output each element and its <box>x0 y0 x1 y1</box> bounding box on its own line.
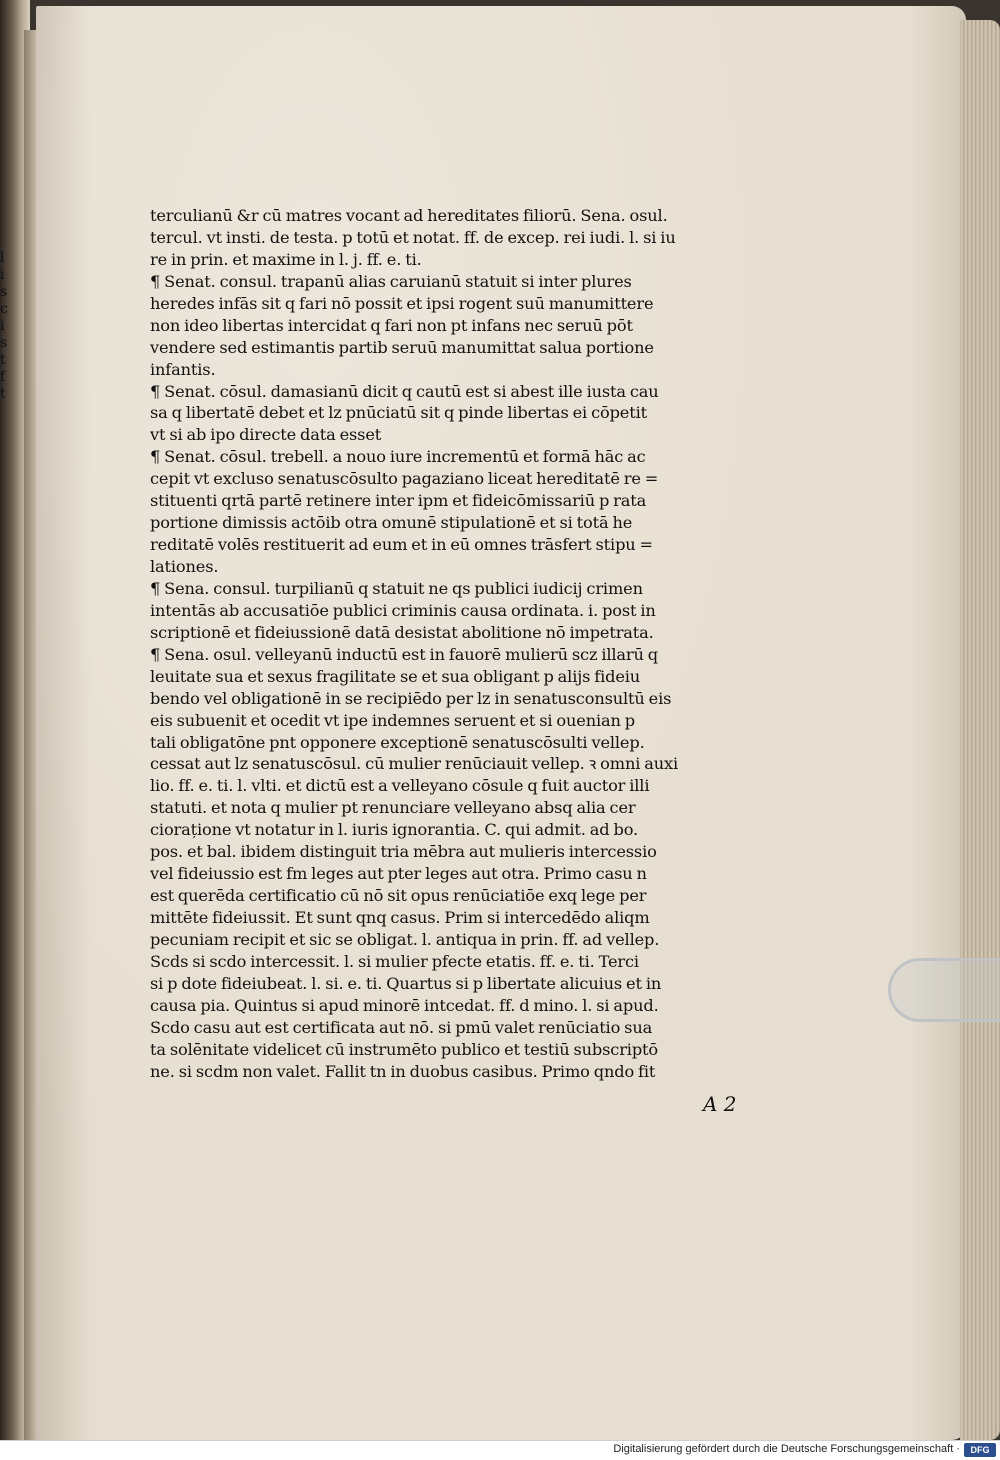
text-line: statuti. et nota q mulier pt renunciare velleyano absq alia cer <box>150 798 636 818</box>
text-line: tali obligatōne pnt opponere exceptionē senatuscōsulti vellep. <box>150 732 645 752</box>
text-line: causa pia. Quintus si apud minorē intcedat. ff. d mino. l. si apud. <box>150 995 659 1015</box>
gutter-letter: t <box>0 352 6 368</box>
signature-mark: A 2 <box>703 1092 737 1116</box>
text-line: non ideo libertas intercidat q fari non pt infans nec seruū pōt <box>150 315 633 335</box>
text-line: infantis. <box>150 359 216 379</box>
gutter-letter: s <box>0 335 8 351</box>
text-line: ta solēnitate videlicet cū instrumēto publico et testiū subscriptō <box>150 1039 658 1059</box>
text-line: terculianū &r cū matres vocant ad hereditates filiorū. Sena. osul. <box>150 206 668 225</box>
text-line: reditatē volēs restituerit ad eum et in eū omnes trāsfert stipu = <box>150 535 653 555</box>
text-line: eis subuenit et ocedit vt ipe indemnes seruent et si ouenian p <box>150 710 635 730</box>
text-line: vt si ab ipo directe data esset <box>150 425 382 445</box>
gutter-letter: t <box>0 386 6 402</box>
text-line: leuitate sua et sexus fragilitate se et sua obligant p alijs fideiu <box>150 666 641 686</box>
funding-credit: Digitalisierung gefördert durch die Deutsche Forschungsgemeinschaft · <box>613 1443 960 1455</box>
gutter-letter: i <box>0 267 5 283</box>
text-line: ¶ Sena. osul. velleyanū inductū est in fauorē mulierū scz illarū q <box>150 644 658 664</box>
text-line: Scdo casu aut est certificata aut nō. si pmū valet renūciatio sua <box>150 1017 653 1037</box>
text-line: cessat aut lz senatuscōsul. cū mulier renūciauit vellep. ꝛ omni auxi <box>150 754 679 774</box>
text-line: intentās ab accusatiōe publici criminis causa ordinata. i. post in <box>150 600 656 620</box>
text-line: heredes infās sit q fari nō possit et ipsi rogent suū manumittere <box>150 293 654 313</box>
text-line: ne. si scdm non valet. Fallit tn in duobus casibus. Primo qndo fit <box>150 1061 656 1081</box>
text-line: ¶ Senat. consul. trapanū alias caruianū statuit si inter plures <box>150 271 632 291</box>
text-line: ¶ Senat. cōsul. trebell. a nouo iure incrementū et formā hāc ac <box>150 447 646 467</box>
text-line: si p dote fideiubeat. l. si. e. ti. Quartus si p libertate alicuius et in <box>150 973 662 993</box>
gutter-letter: s <box>0 284 8 300</box>
text-line: pecuniam recipit et sic se obligat. l. antiqua in prin. ff. ad vellep. <box>150 929 660 949</box>
text-line: bendo vel obligationē in se recipiēdo per lz in senatusconsultū eis <box>150 688 672 708</box>
text-line: ciorațione vt notatur in l. iuris ignorantia. C. qui admit. ad bo. <box>150 820 639 840</box>
text-line: scriptionē et fideiussionē datā desistat abolitione nō impetrata. <box>150 622 654 642</box>
text-line: stituenti qrtā partē retinere inter ipm et fideicōmissariū p rata <box>150 491 647 511</box>
text-line: tercul. vt insti. de testa. p totū et notat. ff. de excep. rei iudi. l. si iu <box>150 227 676 247</box>
text-line: mittēte fideiussit. Et sunt qnq casus. Prim si intercedēdo aliqm <box>150 908 650 927</box>
page-edges <box>960 20 1000 1440</box>
text-line: lio. ff. e. ti. l. vlti. et dictū est a velleyano cōsule q fuit auctor illi <box>150 776 650 796</box>
text-line: est querēda certificatio cū nō sit opus renūciatiōe exq lege per <box>150 886 647 906</box>
text-line: Scds si scdo intercessit. l. si mulier pfecte etatis. ff. e. ti. Terci <box>150 951 639 971</box>
gutter-letter: f <box>0 369 6 385</box>
text-line: lationes. <box>150 557 219 576</box>
text-line: vel fideiussio est fm leges aut pter leges aut otra. Primo casu n <box>150 864 647 884</box>
text-line: vendere sed estimantis partib seruū manumittat salua portione <box>150 337 654 357</box>
gutter-letter: i <box>0 318 5 334</box>
footer-bar <box>0 1440 1000 1460</box>
paper-clip-icon <box>888 958 1000 1022</box>
text-line: sa q libertatē debet et lz pnūciatū sit q pinde libertas ei cōpetit <box>150 403 647 423</box>
text-line: portione dimissis actōib otra omunē stipulationē et si totā he <box>150 513 633 533</box>
text-line: re in prin. et maxime in l. j. ff. e. ti. <box>150 249 422 269</box>
text-line: pos. et bal. ibidem distinguit tria mēbra aut mulieris intercessio <box>150 842 657 862</box>
facing-page-gutter-letters <box>0 250 26 403</box>
text-block <box>150 205 720 1083</box>
dfg-logo-icon[interactable]: DFG <box>964 1443 996 1457</box>
text-line: ¶ Sena. consul. turpilianū q statuit ne qs publici iudicij crimen <box>150 578 643 598</box>
text-line: cepit vt excluso senatuscōsulto pagaziano liceat hereditatē re = <box>150 469 659 489</box>
text-line: ¶ Senat. cōsul. damasianū dicit q cautū est si abest ille iusta cau <box>150 381 659 401</box>
gutter-letter: l <box>0 250 5 266</box>
gutter-letter: c <box>0 301 8 317</box>
